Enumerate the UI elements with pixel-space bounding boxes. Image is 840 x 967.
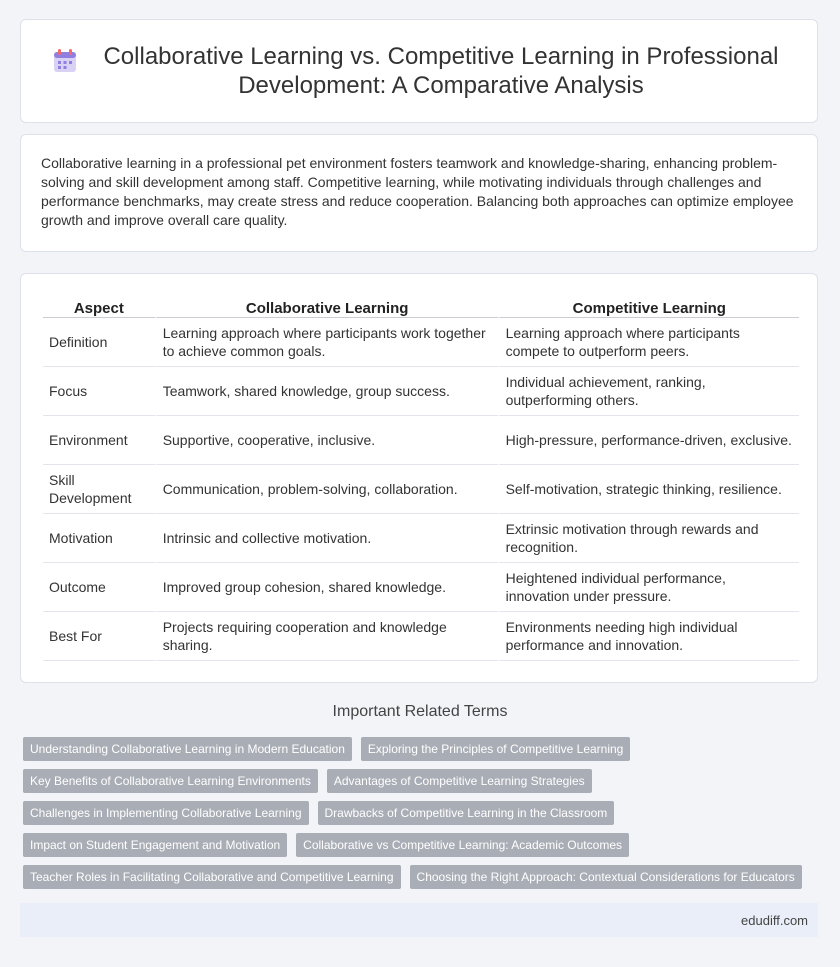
- related-term-link[interactable]: Advantages of Competitive Learning Strategies: [327, 769, 592, 793]
- collaborative-cell: Supportive, cooperative, inclusive.: [155, 416, 498, 465]
- header-card: [20, 19, 818, 123]
- table-row: [43, 318, 799, 367]
- related-term-link[interactable]: Key Benefits of Collaborative Learning Environments: [23, 769, 318, 793]
- table-row: [43, 367, 799, 416]
- comparison-table: [43, 297, 799, 661]
- related-term-link[interactable]: Understanding Collaborative Learning in Modern Education: [23, 737, 352, 761]
- header-collaborative: Collaborative Learning: [155, 297, 498, 318]
- aspect-cell: Skill Development: [43, 465, 155, 514]
- related-term-link[interactable]: Choosing the Right Approach: Contextual Considerations for Educators: [410, 865, 802, 889]
- collaborative-cell: Learning approach where participants work together to achieve common goals.: [155, 318, 498, 367]
- table-row: [43, 563, 799, 612]
- competitive-cell: Individual achievement, ranking, outperforming others.: [498, 367, 799, 416]
- related-term-link[interactable]: Collaborative vs Competitive Learning: Academic Outcomes: [296, 833, 629, 857]
- competitive-cell: Environments needing high individual performance and innovation.: [498, 612, 799, 661]
- related-term-link[interactable]: Challenges in Implementing Collaborative Learning: [23, 801, 309, 825]
- competitive-cell: Heightened individual performance, innovation under pressure.: [498, 563, 799, 612]
- intro-card: [20, 134, 818, 252]
- comparison-table-card: [20, 273, 818, 683]
- related-term-link[interactable]: Impact on Student Engagement and Motivation: [23, 833, 287, 857]
- related-terms-heading: Important Related Terms: [332, 703, 508, 720]
- related-term-link[interactable]: Exploring the Principles of Competitive Learning: [361, 737, 630, 761]
- calendar-icon: [52, 48, 78, 74]
- intro-text: Collaborative learning in a professional pet environment fosters teamwork and knowledge-sharing, enhancing problem-solving and skill development among staff. Competitive learning, while motivating individuals through challenges and performance benchmarks, may create stress and reduce cooperation. Balancing both approaches can optimize employee growth and improve overall care quality.: [41, 155, 794, 228]
- aspect-cell: Environment: [43, 416, 155, 465]
- table-row: [43, 416, 799, 465]
- aspect-cell: Motivation: [43, 514, 155, 563]
- table-row: [43, 514, 799, 563]
- competitive-cell: Extrinsic motivation through rewards and recognition.: [498, 514, 799, 563]
- table-row: [43, 465, 799, 514]
- header-competitive: Competitive Learning: [498, 297, 799, 318]
- header-aspect: Aspect: [43, 297, 155, 318]
- competitive-cell: Self-motivation, strategic thinking, resilience.: [498, 465, 799, 514]
- aspect-cell: Focus: [43, 367, 155, 416]
- collaborative-cell: Teamwork, shared knowledge, group success.: [155, 367, 498, 416]
- aspect-cell: Outcome: [43, 563, 155, 612]
- table-header-row: [43, 297, 799, 318]
- related-term-link[interactable]: Drawbacks of Competitive Learning in the Classroom: [318, 801, 615, 825]
- related-term-link[interactable]: Teacher Roles in Facilitating Collaborative and Competitive Learning: [23, 865, 401, 889]
- collaborative-cell: Projects requiring cooperation and knowledge sharing.: [155, 612, 498, 661]
- competitive-cell: High-pressure, performance-driven, exclusive.: [498, 416, 799, 465]
- competitive-cell: Learning approach where participants compete to outperform peers.: [498, 318, 799, 367]
- aspect-cell: Definition: [43, 318, 155, 367]
- related-terms-list: [23, 737, 818, 897]
- collaborative-cell: Improved group cohesion, shared knowledge.: [155, 563, 498, 612]
- page-title: Collaborative Learning vs. Competitive Learning in Professional Development: A Comparative Analysis: [103, 43, 779, 99]
- footer: [20, 903, 818, 937]
- collaborative-cell: Communication, problem-solving, collaboration.: [155, 465, 498, 514]
- table-row: [43, 612, 799, 661]
- site-name[interactable]: edudiff.com: [741, 912, 808, 928]
- aspect-cell: Best For: [43, 612, 155, 661]
- collaborative-cell: Intrinsic and collective motivation.: [155, 514, 498, 563]
